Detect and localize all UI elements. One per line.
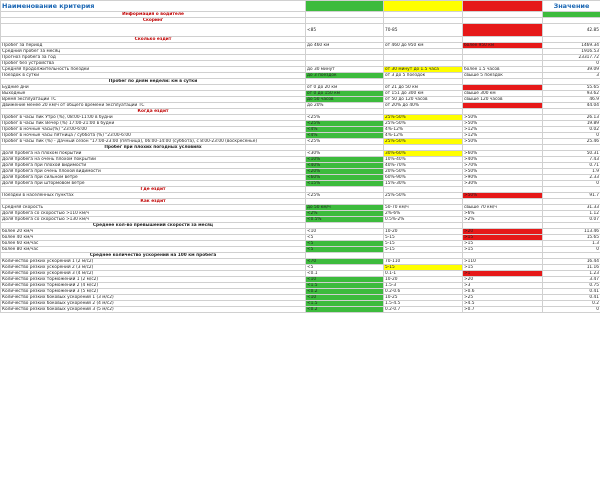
criterion-name: Доля пробега при плохой видимости (1, 163, 306, 169)
green-threshold-cell: <25% (306, 139, 384, 145)
red-threshold-cell: >6% (463, 211, 543, 217)
green-threshold-cell: <85 (306, 24, 384, 37)
criterion-name: Пробег в ночные часы(%) "23:00-6:00 (1, 127, 306, 133)
yellow-threshold-cell: 10-25 (384, 295, 463, 301)
green-threshold-cell: <0.1 (306, 271, 384, 277)
green-threshold-cell: <2% (306, 211, 384, 217)
criterion-name: Средняя продолжительность поездки (1, 67, 306, 73)
yellow-threshold-cell: 4%-12% (384, 127, 463, 133)
table-row (1, 24, 600, 37)
green-threshold-cell: <0.5% (306, 217, 384, 223)
value-cell: 113.46 (543, 229, 600, 235)
header-value: Значение (543, 1, 600, 12)
criterion-name: Пробег в часы пик Вечер (%) 17:00-21:00 в будни (1, 121, 306, 127)
yellow-threshold-cell: 40%-70% (384, 163, 463, 169)
criterion-name: Средний пробег за месяц (1, 49, 306, 55)
criterion-name: Будние дни (1, 85, 306, 91)
red-threshold-cell: более 1.5 часов (463, 67, 543, 73)
criterion-name: более 40 км/ч (1, 235, 306, 241)
green-threshold-cell: <60% (306, 175, 384, 181)
yellow-threshold-cell: от 460 до 950 км (384, 43, 463, 49)
criterion-name: Выходные (1, 91, 306, 97)
red-threshold-cell: >90% (463, 175, 543, 181)
green-threshold-cell: <0.2 (306, 289, 384, 295)
value-cell: 0 (543, 307, 600, 313)
yellow-threshold-cell: 20%-50% (384, 169, 463, 175)
red-threshold-cell: >4.5 (463, 301, 543, 307)
value-cell: 1.9 (543, 169, 600, 175)
section-title: Когда ездит (1, 109, 306, 115)
value-cell: 1469.34 (543, 43, 600, 49)
red-threshold-cell: >110 (463, 259, 543, 265)
green-threshold-cell: от 0 до 150 км (306, 91, 384, 97)
criterion-name: Количество резких торможений 1 (2 м/с2) (1, 277, 306, 283)
value-cell: 1.3 (543, 241, 600, 247)
yellow-threshold-cell: 2%-6% (384, 211, 463, 217)
criterion-name: Количество резких торможений 2 (4 м/с2) (1, 283, 306, 289)
red-threshold-cell: >20 (463, 229, 543, 235)
value-cell: 25.46 (543, 139, 600, 145)
red-threshold-cell: >0.6 (463, 289, 543, 295)
criterion-name: Пробег в часы пик Утро (%), 08:00-11:00 в будни (1, 115, 306, 121)
yellow-threshold-cell: 70-110 (384, 259, 463, 265)
red-threshold-cell: >15 (463, 241, 543, 247)
value-cell: 55.65 (543, 85, 600, 91)
red-threshold-cell: >40% (463, 157, 543, 163)
red-threshold-cell: свыше 5 поездок (463, 73, 543, 79)
red-threshold-cell: >15 (463, 235, 543, 241)
red-threshold-cell: свыше 300 км (463, 91, 543, 97)
criterion-name: Поездки в населенных пунктах (1, 193, 306, 199)
value-cell: 1916.53 (543, 49, 600, 55)
red-threshold-cell: >12% (463, 127, 543, 133)
criterion-name: Количество резких боковых ускорений 3 (5 м/с2) (1, 307, 306, 313)
green-threshold-cell: <70 (306, 259, 384, 265)
section-title: Информация о водителе (1, 12, 306, 18)
criterion-name: Пробег без устройства (1, 61, 306, 67)
value-cell: 0 (543, 181, 600, 187)
green-threshold-cell: <20% (306, 169, 384, 175)
yellow-threshold-cell: от 50 до 120 часов (384, 97, 463, 103)
value-cell: 39.09 (543, 67, 600, 73)
header-red-swatch (463, 1, 543, 12)
yellow-threshold-cell: от 30 минут до 1.5 часа (384, 67, 463, 73)
green-threshold-cell: <25% (306, 121, 384, 127)
value-cell: 11.16 (543, 265, 600, 271)
yellow-threshold-cell: 0.5%-2% (384, 217, 463, 223)
green-threshold-cell: <30% (306, 151, 384, 157)
header-yellow-swatch (384, 1, 463, 12)
header-green-swatch (306, 1, 384, 12)
value-cell: 3.47 (543, 277, 600, 283)
red-threshold-cell: >2% (463, 217, 543, 223)
header-row (1, 1, 600, 12)
criterion-name: Доля пробега на очень плохом покрытии (1, 157, 306, 163)
yellow-threshold-cell: 50-70 км/ч (384, 205, 463, 211)
section-title: Как ездит (1, 199, 306, 205)
value-cell: 0.41 (543, 295, 600, 301)
yellow-threshold-cell: 25%-50% (384, 115, 463, 121)
yellow-threshold-cell: 5-15 (384, 247, 463, 253)
red-threshold-cell: >20 (463, 277, 543, 283)
yellow-threshold-cell: 30%-60% (384, 151, 463, 157)
yellow-threshold-cell: 10-20 (384, 277, 463, 283)
value-cell: 31.33 (543, 205, 600, 211)
green-threshold-cell: до 460 км (306, 43, 384, 49)
red-threshold-cell: >0.7 (463, 307, 543, 313)
red-threshold-cell: >25 (463, 295, 543, 301)
value-cell: 46.9 (543, 97, 600, 103)
red-threshold-cell: свыше 120 часов (463, 97, 543, 103)
value-cell: 93.62 (543, 91, 600, 97)
red-threshold-cell: >50% (463, 115, 543, 121)
value-cell: 0 (543, 247, 600, 253)
value-cell: 50.31 (543, 151, 600, 157)
green-threshold-cell: <25% (306, 193, 384, 199)
criterion-name: Доля пробега при очень плохой видимости (1, 169, 306, 175)
value-cell: 19.89 (543, 121, 600, 127)
green-threshold-cell: <4% (306, 133, 384, 139)
section-title: Скоринг (1, 18, 306, 24)
criterion-name: Доля пробега со скоростью >130 км/ч (1, 217, 306, 223)
section-title: Среднее кол-во превышений скорости за месяц (1, 223, 306, 229)
red-threshold-cell: >60% (463, 151, 543, 157)
value-cell: 0 (543, 133, 600, 139)
criterion-name: Доля пробега со скоростью >110 км/ч (1, 211, 306, 217)
criterion-name: Средняя скорость (1, 205, 306, 211)
green-threshold-cell: <5 (306, 265, 384, 271)
criterion-name: более 20 км/ч (1, 229, 306, 235)
red-threshold-cell: >1 (463, 271, 543, 277)
yellow-threshold-cell: 1.5-4.5 (384, 301, 463, 307)
criterion-name: Прогноз пробега за год (1, 55, 306, 61)
red-threshold-cell: более 950 км (463, 43, 543, 49)
value-cell: 7.43 (543, 157, 600, 163)
green-threshold-cell: <1.5 (306, 301, 384, 307)
criterion-name: Доля пробега на плохом покрытии (1, 151, 306, 157)
criterion-name: Количество резких ускорений 2 (3 м/с2) (1, 265, 306, 271)
value-cell: 0.2 (543, 301, 600, 307)
criterion-name: Доля пробега при штормовом ветре (1, 181, 306, 187)
yellow-threshold-cell: 4%-12% (384, 133, 463, 139)
section-title: Где ездит (1, 187, 306, 193)
yellow-threshold-cell: от 3 до 5 поездок (384, 73, 463, 79)
yellow-threshold-cell: 70-85 (384, 24, 463, 37)
yellow-threshold-cell: от 151 до 300 км (384, 91, 463, 97)
value-cell: 1.12 (543, 211, 600, 217)
red-threshold-cell: >15 (463, 247, 543, 253)
yellow-threshold-cell: 0.2-0.7 (384, 307, 463, 313)
green-threshold-cell: до 50 км/ч (306, 205, 384, 211)
value-cell: 0.71 (543, 163, 600, 169)
red-threshold-cell: >12% (463, 133, 543, 139)
red-threshold-cell: >15 (463, 265, 543, 271)
value-cell: 0 (543, 61, 600, 67)
criterion-name: Количество резких ускорений 3 (4 м/с2) (1, 271, 306, 277)
value-cell: 91.7 (543, 193, 600, 199)
criterion-name: Пробег за период (1, 43, 306, 49)
value-cell: 26.13 (543, 115, 600, 121)
value-cell: 0.02 (543, 127, 600, 133)
criterion-name: Количество резких боковых ускорений 1 (3 м/с2) (1, 295, 306, 301)
green-threshold-cell: до 20% (306, 103, 384, 109)
criterion-name (1, 24, 306, 37)
yellow-threshold-cell: 25%-50% (384, 139, 463, 145)
red-threshold-cell: >50% (463, 193, 543, 199)
criterion-name: Поездок в сутки (1, 73, 306, 79)
green-threshold-cell: <5 (306, 241, 384, 247)
value-cell: 0.07 (543, 217, 600, 223)
yellow-threshold-cell: 1.5-3 (384, 283, 463, 289)
criterion-name: Пробег в часы пик (%) - Дачный сезон "17:00-23:00 (пятница), 06:00-14:00 (суббота), с 8:00-23:00 (воскресенье) (1, 139, 306, 145)
red-threshold-cell: >30% (463, 181, 543, 187)
green-threshold-cell: до 30 минут (306, 67, 384, 73)
yellow-threshold-cell: 0.2-0.6 (384, 289, 463, 295)
value-cell: 0.41 (543, 289, 600, 295)
yellow-threshold-cell: 25%-50% (384, 193, 463, 199)
yellow-threshold-cell: 5-15 (384, 241, 463, 247)
criterion-name: Движение менее 20 км/ч от общего времени эксплуатации ТС (1, 103, 306, 109)
green-threshold-cell: <10 (306, 295, 384, 301)
criterion-name: более 80 км/час (1, 247, 306, 253)
yellow-threshold-cell: 5-15 (384, 265, 463, 271)
yellow-threshold-cell: 60%-90% (384, 175, 463, 181)
yellow-threshold-cell: 15%-30% (384, 181, 463, 187)
yellow-threshold-cell: 0.1-1 (384, 271, 463, 277)
section-title: Сколько ездит (1, 37, 306, 43)
value-cell: 1.23 (543, 271, 600, 277)
value-cell: 2.33 (543, 175, 600, 181)
criterion-name: Количество резких торможений 3 (5 м/с2) (1, 289, 306, 295)
green-threshold-cell: <1.5 (306, 283, 384, 289)
red-threshold-cell: >3 (463, 283, 543, 289)
yellow-threshold-cell: 10-20 (384, 229, 463, 235)
yellow-threshold-cell: 25%-50% (384, 121, 463, 127)
criterion-name: Количество резких ускорений 1 (2 м/с2) (1, 259, 306, 265)
value-cell: 0.75 (543, 283, 600, 289)
value-cell: 3 (543, 73, 600, 79)
green-threshold-cell: <10% (306, 157, 384, 163)
section-title: Среднее количество ускорений на 100 км пробега (1, 253, 306, 259)
value-cell: 42.85 (543, 24, 600, 37)
green-threshold-cell: <5 (306, 247, 384, 253)
red-threshold-cell: >70% (463, 163, 543, 169)
section-title: Пробег при плохих погодных условиях (1, 145, 306, 151)
criterion-name: Доля пробега при сильном ветре (1, 175, 306, 181)
green-threshold-cell: до 50 часов (306, 97, 384, 103)
green-threshold-cell: <5 (306, 235, 384, 241)
green-threshold-cell: <15% (306, 181, 384, 187)
criterion-name: Пробег в ночные часы пятница / суббота (%) "23:00-6:00 (1, 133, 306, 139)
value-cell: 16.44 (543, 259, 600, 265)
red-threshold-cell: >50% (463, 121, 543, 127)
value-cell: 44.04 (543, 103, 600, 109)
red-threshold-cell (463, 24, 543, 37)
red-threshold-cell: свыше 70 км/ч (463, 205, 543, 211)
yellow-threshold-cell: 10%-40% (384, 157, 463, 163)
green-threshold-cell: <25% (306, 115, 384, 121)
table-row (1, 307, 600, 313)
criterion-name: Количество резких боковых ускорений 2 (4 м/с2) (1, 301, 306, 307)
value-cell: 23317.72 (543, 55, 600, 61)
green-threshold-cell: <0.2 (306, 307, 384, 313)
yellow-threshold-cell: 5-15 (384, 235, 463, 241)
green-threshold-cell: от 0 до 20 км (306, 85, 384, 91)
yellow-threshold-cell: от 21 до 50 км (384, 85, 463, 91)
criterion-name: более 60 км/час (1, 241, 306, 247)
green-threshold-cell: <10 (306, 277, 384, 283)
section-title: Пробег по дням недели: км в сутки (1, 79, 306, 85)
green-threshold-cell: <40% (306, 163, 384, 169)
green-threshold-cell: <4% (306, 127, 384, 133)
criterion-name: Время эксплуатации ТС (1, 97, 306, 103)
red-threshold-cell: >50% (463, 169, 543, 175)
green-threshold-cell: до 3 поездок (306, 73, 384, 79)
yellow-threshold-cell: от 20% до 40% (384, 103, 463, 109)
header-name: Наименование критерия (1, 1, 306, 12)
green-threshold-cell: <10 (306, 229, 384, 235)
red-threshold-cell: >50% (463, 139, 543, 145)
value-cell: 15.65 (543, 235, 600, 241)
